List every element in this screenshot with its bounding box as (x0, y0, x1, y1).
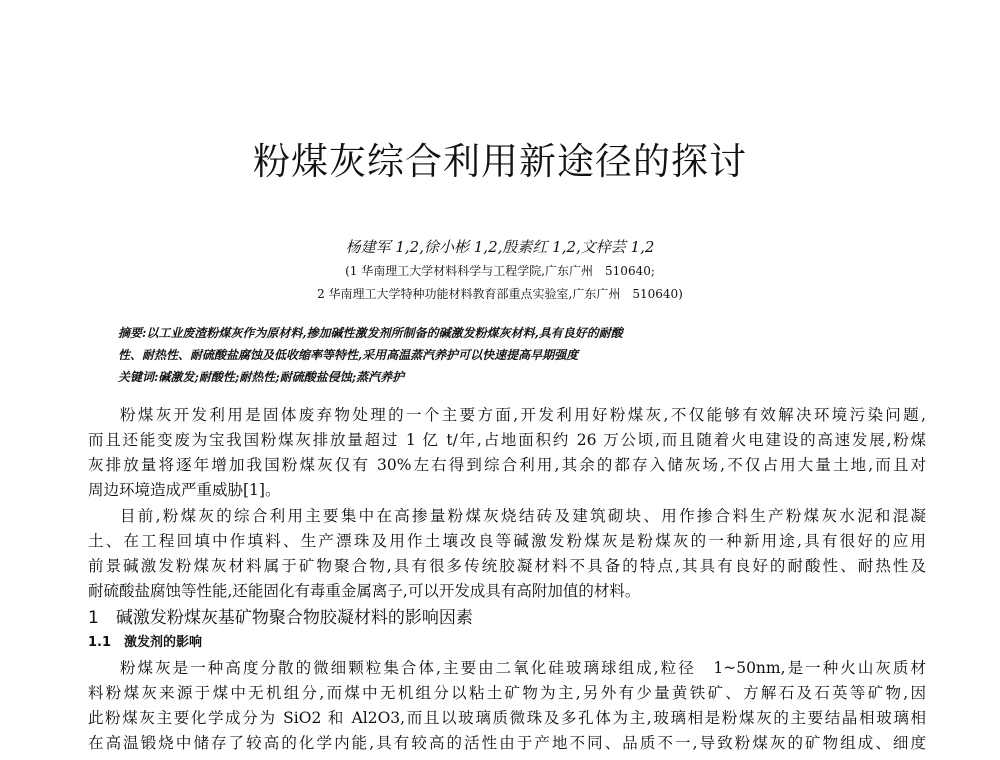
paragraph-line: 料粉煤灰来源于煤中无机组分,而煤中无机组分以粘土矿物为主,另外有少量黄铁矿、方解石及石英等矿物,因 (88, 684, 926, 702)
affiliation-1: (1 华南理工大学材料科学与工程学院,广东广州 510640; (345, 264, 655, 278)
paragraph-line: 目前,粉煤灰的综合利用主要集中在高掺量粉煤灰烧结砖及建筑砌块、用作掺合料生产粉煤灰水泥和混凝 (120, 507, 926, 525)
abstract-line: 性、耐热性、耐硫酸盐腐蚀及低收缩率等特性,采用高温蒸汽养护可以快速提高早期强度 (118, 348, 579, 362)
paragraph-line: 在高温锻烧中储存了较高的化学内能,具有较高的活性由于产地不同、品质不一,导致粉煤灰的矿物组成、细度 (88, 734, 926, 752)
affiliation-2: 2 华南理工大学特种功能材料教育部重点实验室,广东广州 510640) (317, 287, 683, 301)
paragraph-line: 粉煤灰开发利用是固体废弃物处理的一个主要方面,开发利用好粉煤灰,不仅能够有效解决环境污染问题, (120, 406, 926, 424)
paragraph-line: 土、在工程回填中作填料、生产漂珠及用作土壤改良等碱激发粉煤灰是粉煤灰的一种新用途,具有很好的应用 (88, 532, 926, 550)
paragraph-line: 耐硫酸盐腐蚀等性能,还能固化有毒重金属离子,可以开发成具有高附加值的材料。 (88, 582, 641, 600)
section-heading: 1 碱激发粉煤灰基矿物聚合物胶凝材料的影响因素 (88, 608, 473, 628)
author-list: 杨建军 1,2,徐小彬 1,2,殷素红 1,2,文梓芸 1,2 (345, 238, 655, 256)
keywords-line: 关键词:碱激发;耐酸性;耐热性;耐硫酸盐侵蚀;蒸汽养护 (118, 370, 405, 384)
subsection-heading: 1.1 激发剂的影响 (88, 635, 203, 650)
paragraph-line: 前景碱激发粉煤灰材料属于矿物聚合物,具有很多传统胶凝材料不具备的特点,其具有良好的耐酸性、耐热性及 (88, 557, 926, 575)
paragraph-line: 此粉煤灰主要化学成分为 SiO2 和 Al2O3,而且以玻璃质微珠及多孔体为主,玻璃相是粉煤灰的主要结晶相玻璃相 (88, 709, 926, 727)
paragraph-line: 粉煤灰是一种高度分散的微细颗粒集合体,主要由二氧化硅玻璃球组成,粒径 1~50nm,是一种火山灰质材 (120, 659, 926, 677)
paper-title: 粉煤灰综合利用新途径的探讨 (253, 140, 747, 183)
paragraph-line: 而且还能变废为宝我国粉煤灰排放量超过 1 亿 t/年,占地面积约 26 万公顷,而且随着火电建设的高速发展,粉煤 (88, 431, 926, 449)
paragraph-line: 周边环境造成严重威胁[1]。 (88, 481, 281, 499)
paragraph-line: 灰排放量将逐年增加我国粉煤灰仅有 30%左右得到综合利用,其余的都存入储灰场,不仅占用大量土地,而且对 (88, 456, 926, 474)
abstract-line: 摘要:以工业废渣粉煤灰作为原材料,掺加碱性激发剂所制备的碱激发粉煤灰材料,具有良好的耐酸 (118, 326, 623, 340)
